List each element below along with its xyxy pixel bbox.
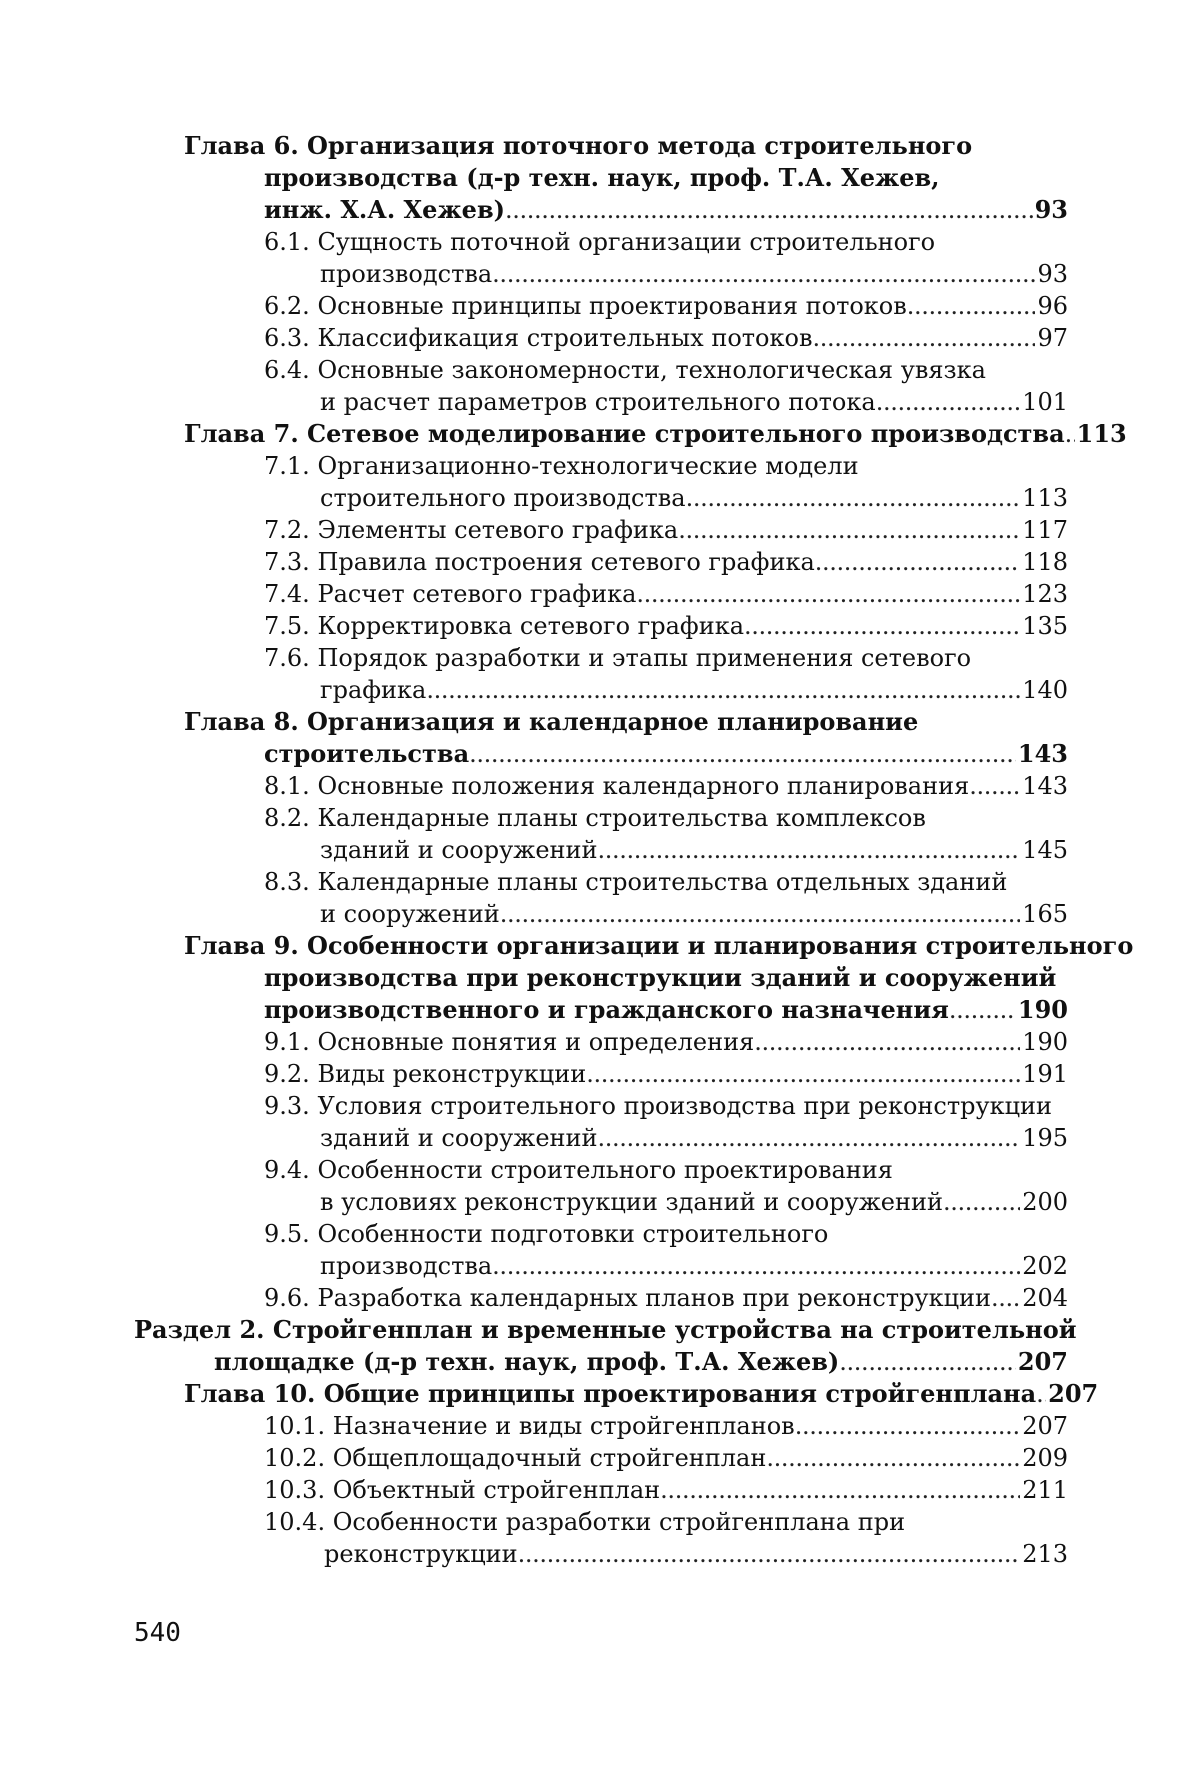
toc-entry [264, 770, 1068, 802]
toc-entry-page: 211 [1022, 1476, 1068, 1504]
toc-entry-number: 7.6. [264, 644, 310, 672]
toc-entry-number: 6.2. [264, 292, 310, 320]
toc-entry-number: 9.5. [264, 1220, 310, 1248]
toc-entry-title: производства (д-р техн. наук, проф. Т.А. Хежев, [264, 163, 940, 192]
dot-leader [598, 834, 1021, 866]
toc-entry-number: 10.2. [264, 1444, 326, 1472]
toc-entry [264, 226, 1068, 290]
toc-entry-title: Организация поточного метода строительного [307, 131, 973, 160]
toc-entry-title: Сущность поточной организации строительного [317, 228, 936, 256]
toc-entry-title: Особенности подготовки строительного [317, 1220, 829, 1248]
dot-leader [469, 738, 1016, 770]
toc-entry-title: зданий и сооружений [320, 836, 598, 864]
dot-leader [991, 1282, 1020, 1314]
dot-leader [660, 1474, 1020, 1506]
toc-entry-page: 145 [1022, 836, 1068, 864]
toc-entry [264, 610, 1068, 642]
toc-entry-number: 10.4. [264, 1508, 326, 1536]
toc-entry [264, 450, 1068, 514]
toc-entry-title: Организация и календарное планирование [307, 707, 919, 736]
toc-entry-number: 7.4. [264, 580, 310, 608]
toc-entry-title: производства [320, 260, 493, 288]
toc-entry-title: Общие принципы проектирования стройгенплана [323, 1379, 1037, 1408]
toc-entry-title: Организационно-технологические модели [317, 452, 859, 480]
toc-entry-title: Особенности строительного проектирования [317, 1156, 893, 1184]
dot-leader [907, 290, 1036, 322]
toc-entry-title: производственного и гражданского назначения [264, 995, 949, 1024]
toc-entry [264, 1506, 1068, 1570]
dot-leader [744, 610, 1020, 642]
toc-entry-title: Разработка календарных планов при реконструкции [317, 1284, 991, 1312]
toc-entry-page: 204 [1022, 1284, 1068, 1312]
toc-entry-title: Виды реконструкции [317, 1060, 587, 1088]
toc-entry-title: Элементы сетевого графика [317, 516, 679, 544]
dot-leader [1036, 1378, 1046, 1410]
toc-entry-number: Раздел 2. [134, 1315, 265, 1344]
toc-entry-page: 207 [1048, 1379, 1099, 1408]
toc-entry-page: 135 [1022, 612, 1068, 640]
toc-entry [264, 1218, 1068, 1282]
toc-entry-number: 10.1. [264, 1412, 326, 1440]
toc-entry-page: 97 [1037, 324, 1068, 352]
toc-entry-number: 9.3. [264, 1092, 310, 1120]
toc-entry-page: 200 [1022, 1188, 1068, 1216]
toc-entry-title: инж. Х.А. Хежев) [264, 195, 505, 224]
toc-entry-title: Календарные планы строительства отдельных зданий [317, 868, 1008, 896]
dot-leader [492, 1250, 1020, 1282]
dot-leader [876, 386, 1020, 418]
toc-entry-number: 7.3. [264, 548, 310, 576]
toc-entry [264, 1026, 1068, 1058]
dot-leader [795, 1410, 1020, 1442]
dot-leader [969, 770, 1020, 802]
dot-leader [636, 578, 1020, 610]
toc-entry [264, 546, 1068, 578]
toc-entry-title: Основные понятия и определения [317, 1028, 755, 1056]
toc-entry [264, 1282, 1068, 1314]
toc-entry-title: производства при реконструкции зданий и сооружений [264, 963, 1057, 992]
toc-entry-page: 93 [1034, 195, 1068, 224]
toc-entry-page: 101 [1022, 388, 1068, 416]
toc-entry-page: 207 [1017, 1347, 1068, 1376]
toc-entry-title: строительного производства [320, 484, 686, 512]
toc-entry [264, 514, 1068, 546]
toc-entry-number: 9.6. [264, 1284, 310, 1312]
toc-entry [264, 1410, 1068, 1442]
toc-entry-title: реконструкции [324, 1540, 518, 1568]
toc-entry-page: 191 [1022, 1060, 1068, 1088]
toc-entry-number: 7.1. [264, 452, 310, 480]
toc-entry-number: Глава 7. [184, 419, 299, 448]
toc-entry [264, 1442, 1068, 1474]
toc-entry-page: 143 [1017, 739, 1068, 768]
dot-leader [754, 1026, 1020, 1058]
toc-entry-title: и сооружений [320, 900, 500, 928]
toc-entry [264, 578, 1068, 610]
dot-leader [812, 322, 1035, 354]
toc-entry [184, 930, 1134, 1026]
page-number: 540 [134, 1618, 181, 1648]
dot-leader [686, 482, 1021, 514]
dot-leader [678, 514, 1020, 546]
toc-entry-title: Условия строительного производства при реконструкции [317, 1092, 1053, 1120]
toc-entry [264, 1058, 1068, 1090]
toc-entry-page: 113 [1022, 484, 1068, 512]
dot-leader [766, 1442, 1020, 1474]
toc-entry-title: Основные принципы проектирования потоков [317, 292, 907, 320]
toc-entry-number: Глава 8. [184, 707, 299, 736]
toc-entry-title: строительства [264, 739, 470, 768]
toc-entry-page: 209 [1022, 1444, 1068, 1472]
toc-entry-page: 143 [1022, 772, 1068, 800]
toc-entry [264, 354, 1068, 418]
toc-entry [264, 1154, 1068, 1218]
dot-leader [426, 674, 1020, 706]
dot-leader [586, 1058, 1020, 1090]
toc-entry-title: Корректировка сетевого графика [317, 612, 744, 640]
dot-leader [1065, 418, 1075, 450]
toc-entry-page: 195 [1022, 1124, 1068, 1152]
toc-entry-title: Правила построения сетевого графика [317, 548, 815, 576]
dot-leader [505, 194, 1033, 226]
toc-entry-page: 117 [1022, 516, 1068, 544]
toc-entry-title: Объектный стройгенплан [332, 1476, 661, 1504]
toc-entry-title: Стройгенплан и временные устройства на строительной [272, 1315, 1077, 1344]
toc-entry-page: 96 [1037, 292, 1068, 320]
dot-leader [500, 898, 1020, 930]
toc-entry-number: 6.1. [264, 228, 310, 256]
toc-entry-number: 10.3. [264, 1476, 326, 1504]
toc-entry [184, 706, 1068, 770]
toc-entry-title: Основные положения календарного планирования [317, 772, 970, 800]
toc-entry-title: графика [320, 676, 427, 704]
toc-entry-title: производства [320, 1252, 493, 1280]
toc-entry-number: 8.1. [264, 772, 310, 800]
toc-entry-title: в условиях реконструкции зданий и сооружений [320, 1188, 943, 1216]
toc-entry [264, 290, 1068, 322]
toc-entry [184, 130, 1068, 226]
toc-entry-title: Сетевое моделирование строительного производства [307, 419, 1065, 448]
toc-entry-number: 6.4. [264, 356, 310, 384]
toc-entry-title: Классификация строительных потоков [317, 324, 813, 352]
toc-entry-number: 9.1. [264, 1028, 310, 1056]
toc-entry-number: 7.2. [264, 516, 310, 544]
toc-entry-number: 8.2. [264, 804, 310, 832]
toc-entry-number: 6.3. [264, 324, 310, 352]
toc-entry-title: Назначение и виды стройгенпланов [332, 1412, 795, 1440]
toc-entry [264, 322, 1068, 354]
toc-entry-title: Особенности организации и планирования строительного [307, 931, 1134, 960]
toc-entry-number: Глава 10. [184, 1379, 316, 1408]
toc-entry-number: Глава 6. [184, 131, 299, 160]
toc-entry-number: 9.4. [264, 1156, 310, 1184]
toc-entry [264, 866, 1068, 930]
toc-entry-title: Порядок разработки и этапы применения сетевого [317, 644, 972, 672]
dot-leader [518, 1538, 1021, 1570]
dot-leader [492, 258, 1035, 290]
table-of-contents [0, 130, 1200, 1570]
toc-entry-title: и расчет параметров строительного потока [320, 388, 876, 416]
toc-entry-title: Расчет сетевого графика [317, 580, 637, 608]
toc-entry-number: Глава 9. [184, 931, 299, 960]
toc-entry-title: Календарные планы строительства комплексов [317, 804, 926, 832]
toc-entry [264, 642, 1068, 706]
toc-entry-page: 93 [1037, 260, 1068, 288]
toc-entry [264, 1474, 1068, 1506]
toc-entry [264, 802, 1068, 866]
toc-entry-page: 118 [1022, 548, 1068, 576]
toc-entry-title: зданий и сооружений [320, 1124, 598, 1152]
toc-entry-page: 123 [1022, 580, 1068, 608]
toc-entry-page: 207 [1022, 1412, 1068, 1440]
toc-entry [184, 418, 1127, 450]
toc-entry-page: 190 [1017, 995, 1068, 1024]
toc-entry [264, 1090, 1068, 1154]
toc-entry-number: 7.5. [264, 612, 310, 640]
toc-entry-page: 140 [1022, 676, 1068, 704]
dot-leader [943, 1186, 1020, 1218]
dot-leader [598, 1122, 1021, 1154]
toc-entry-page: 213 [1022, 1540, 1068, 1568]
toc-entry [184, 1378, 1099, 1410]
toc-entry-page: 190 [1022, 1028, 1068, 1056]
toc-entry-page: 165 [1022, 900, 1068, 928]
dot-leader [815, 546, 1020, 578]
toc-entry-page: 113 [1076, 419, 1127, 448]
toc-entry-title: Общеплощадочный стройгенплан [332, 1444, 767, 1472]
toc-entry-number: 9.2. [264, 1060, 310, 1088]
toc-entry [134, 1314, 1077, 1378]
toc-entry-title: площадке (д-р техн. наук, проф. Т.А. Хежев) [214, 1347, 840, 1376]
toc-entry-number: 8.3. [264, 868, 310, 896]
dot-leader [949, 994, 1016, 1026]
dot-leader [839, 1346, 1016, 1378]
toc-entry-title: Особенности разработки стройгенплана при [332, 1508, 906, 1536]
toc-entry-title: Основные закономерности, технологическая увязка [317, 356, 986, 384]
toc-entry-page: 202 [1022, 1252, 1068, 1280]
